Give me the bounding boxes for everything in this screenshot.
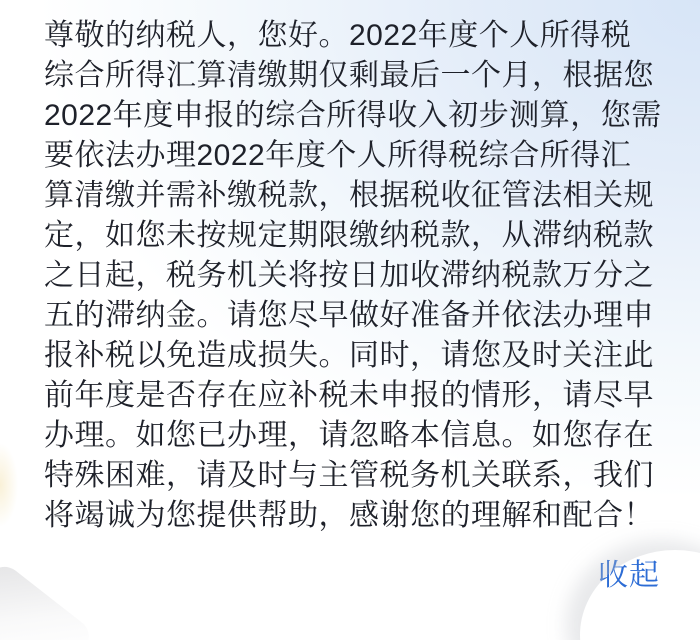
collapse-link[interactable]: 收起: [598, 559, 660, 592]
message-line: 报补税以免造成损失。同时，请您及时关注此: [44, 339, 654, 372]
message-line: 办理。如您已办理，请忽略本信息。如您存在: [44, 419, 654, 452]
message-line: 算清缴并需补缴税款，根据税收征管法相关规: [44, 179, 654, 212]
message-line: 定，如您未按规定期限缴纳税款，从滞纳税款: [44, 219, 654, 252]
message-line: 2022年度申报的综合所得收入初步测算，您需: [44, 99, 662, 132]
message-line: 之日起，税务机关将按日加收滞纳税款万分之: [44, 259, 654, 292]
message-line: 将竭诚为您提供帮助，感谢您的理解和配合！: [44, 499, 654, 532]
message-line: 综合所得汇算清缴期仅剩最后一个月，根据您: [44, 59, 654, 92]
collapse-row: [44, 556, 660, 596]
message-line: 五的滞纳金。请您尽早做好准备并依法办理申: [44, 299, 654, 332]
message-line: 前年度是否存在应补税未申报的情形，请尽早: [44, 379, 654, 412]
tax-notice-text: [44, 16, 660, 536]
message-line: 特殊困难，请及时与主管税务机关联系，我们: [44, 459, 654, 492]
message-line: 尊敬的纳税人，您好。2022年度个人所得税: [44, 19, 632, 52]
message-line: 要依法办理2022年度个人所得税综合所得汇: [44, 139, 632, 172]
